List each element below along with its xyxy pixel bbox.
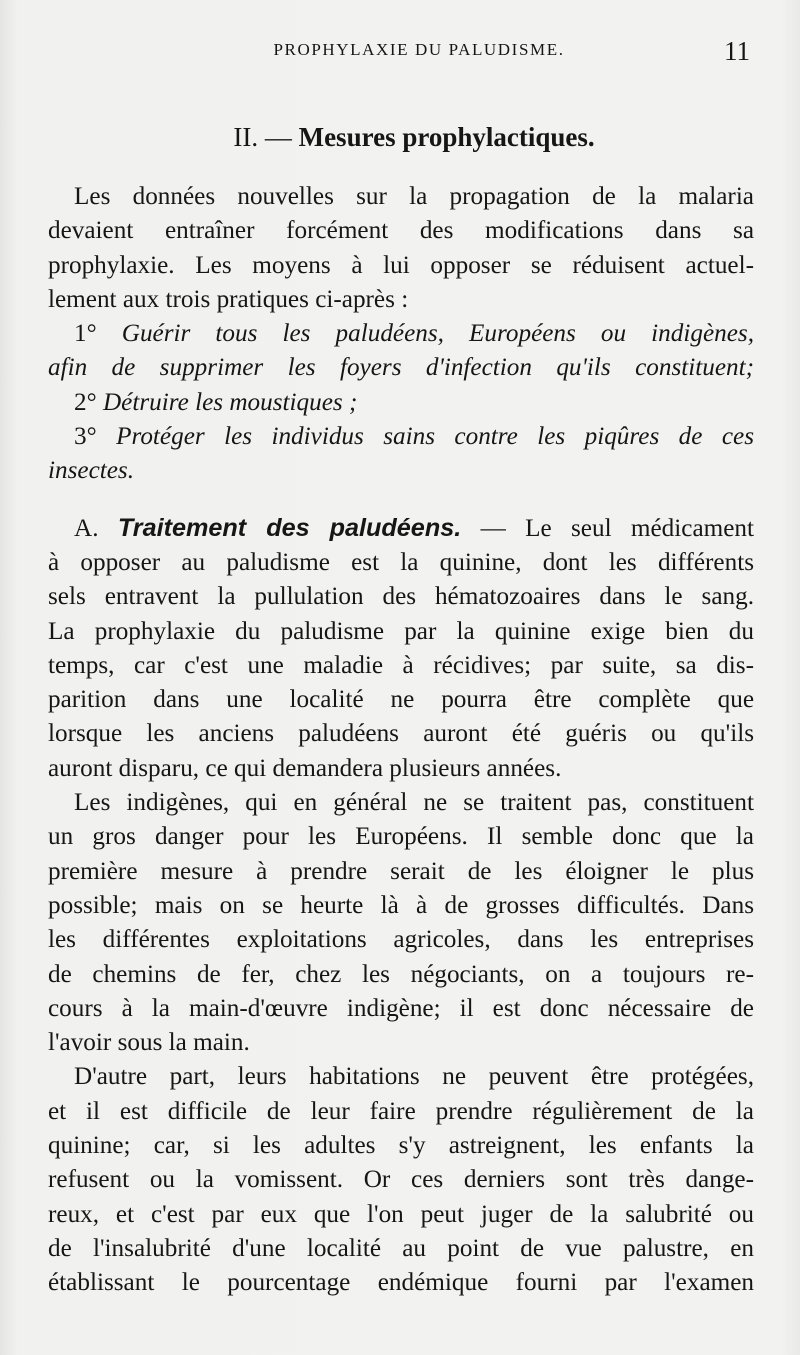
intro-line: prophylaxie. Les moyens à lui opposer se réduisent actuel- <box>48 251 754 279</box>
measure-text: Guérir tous les paludéens, Européens ou indigènes, <box>121 320 755 348</box>
measure-number: 2° <box>74 388 97 416</box>
intro-line: lement aux trois pratiques ci-après : <box>48 285 409 313</box>
section-number: II. — <box>233 122 292 152</box>
measure-text-continued: insectes. <box>48 457 135 485</box>
measure-number: 3° <box>74 423 97 451</box>
subsection-a-line: La prophylaxie du paludisme par la quinine exige bien du <box>48 617 754 645</box>
measure-text: Protéger les individus sains contre les piqûres de ces <box>116 423 754 451</box>
subsection-a-line: lorsque les anciens paludéens auront été guéris ou qu'ils <box>48 720 754 748</box>
section-title: Mesures prophylactiques. <box>298 122 595 152</box>
paragraph-2-line: première mesure à prendre serait de les éloigner le plus <box>48 857 754 885</box>
measure-text: Détruire les moustiques ; <box>102 388 358 416</box>
subsection-a-line: auront disparu, ce qui demandera plusieurs années. <box>48 754 562 782</box>
paragraph-3-line: établissant le pourcentage endémique fourni par l'examen <box>48 1269 754 1297</box>
paragraph-2-line: possible; mais on se heurte là à de grosses difficultés. Dans <box>48 891 754 919</box>
paragraph-2-line: cours à la main-d'œuvre indigène; il est donc nécessaire de <box>48 994 754 1022</box>
subsection-title: Traitement des paludéens. <box>117 513 462 542</box>
subsection-a-line: à opposer au paludisme est la quinine, dont les différents <box>48 548 754 576</box>
paragraph-3-line: quinine; car, si les adultes s'y astreignent, les enfants la <box>48 1132 754 1160</box>
paragraph-2-line: un gros danger pour les Européens. Il semble donc que la <box>48 823 754 851</box>
intro-line: devaient entraîner forcément des modifications dans sa <box>48 217 754 245</box>
measure-item <box>48 317 754 351</box>
paragraph-2-line: Les indigènes, qui en général ne se traitent pas, constituent <box>74 789 754 817</box>
subsection-a-line: temps, car c'est une maladie à récidives; par suite, sa dis- <box>48 651 754 679</box>
intro-line: Les données nouvelles sur la propagation de la malaria <box>74 183 754 210</box>
spacer <box>48 489 754 511</box>
paragraph-2-line: de chemins de fer, chez les négociants, on a toujours re- <box>48 960 754 988</box>
subsection-a-line: parition dans une localité ne pourra être complète que <box>48 686 754 714</box>
body-text <box>48 180 754 1301</box>
paragraph-3-line: de l'insalubrité d'une localité au point de vue palustre, en <box>48 1234 754 1262</box>
paragraph-3-line: et il est difficile de leur faire prendre régulièrement de la <box>48 1097 754 1125</box>
measure-item <box>48 420 754 454</box>
subsection-a-first-line <box>48 511 754 546</box>
measure-item <box>48 386 754 420</box>
paragraph-3-line: D'autre part, leurs habitations ne peuvent être protégées, <box>74 1063 754 1091</box>
page-number: 11 <box>724 36 750 66</box>
running-head <box>48 36 760 70</box>
paragraph-3-line: refusent ou la vomissent. Or ces derniers sont très dange- <box>48 1166 754 1194</box>
subsection-a-line: — Le seul médicament <box>480 514 754 542</box>
paragraph-3-line: reux, et c'est par eux que l'on peut juger de la salubrité ou <box>48 1200 754 1228</box>
running-title: PROPHYLAXIE DU PALUDISME. <box>273 40 565 59</box>
measure-number: 1° <box>74 320 97 348</box>
subsection-label: A. <box>74 514 99 542</box>
subsection-a-line: sels entravent la pullulation des hématozoaires dans le sang. <box>48 583 754 611</box>
paragraph-2-line: les différentes exploitations agricoles, dans les entreprises <box>48 926 754 954</box>
paragraph-2-line: l'avoir sous la main. <box>48 1029 250 1057</box>
measure-text-continued: afin de supprimer les foyers d'infection qu'ils constituent; <box>48 354 754 382</box>
section-heading <box>48 122 760 153</box>
